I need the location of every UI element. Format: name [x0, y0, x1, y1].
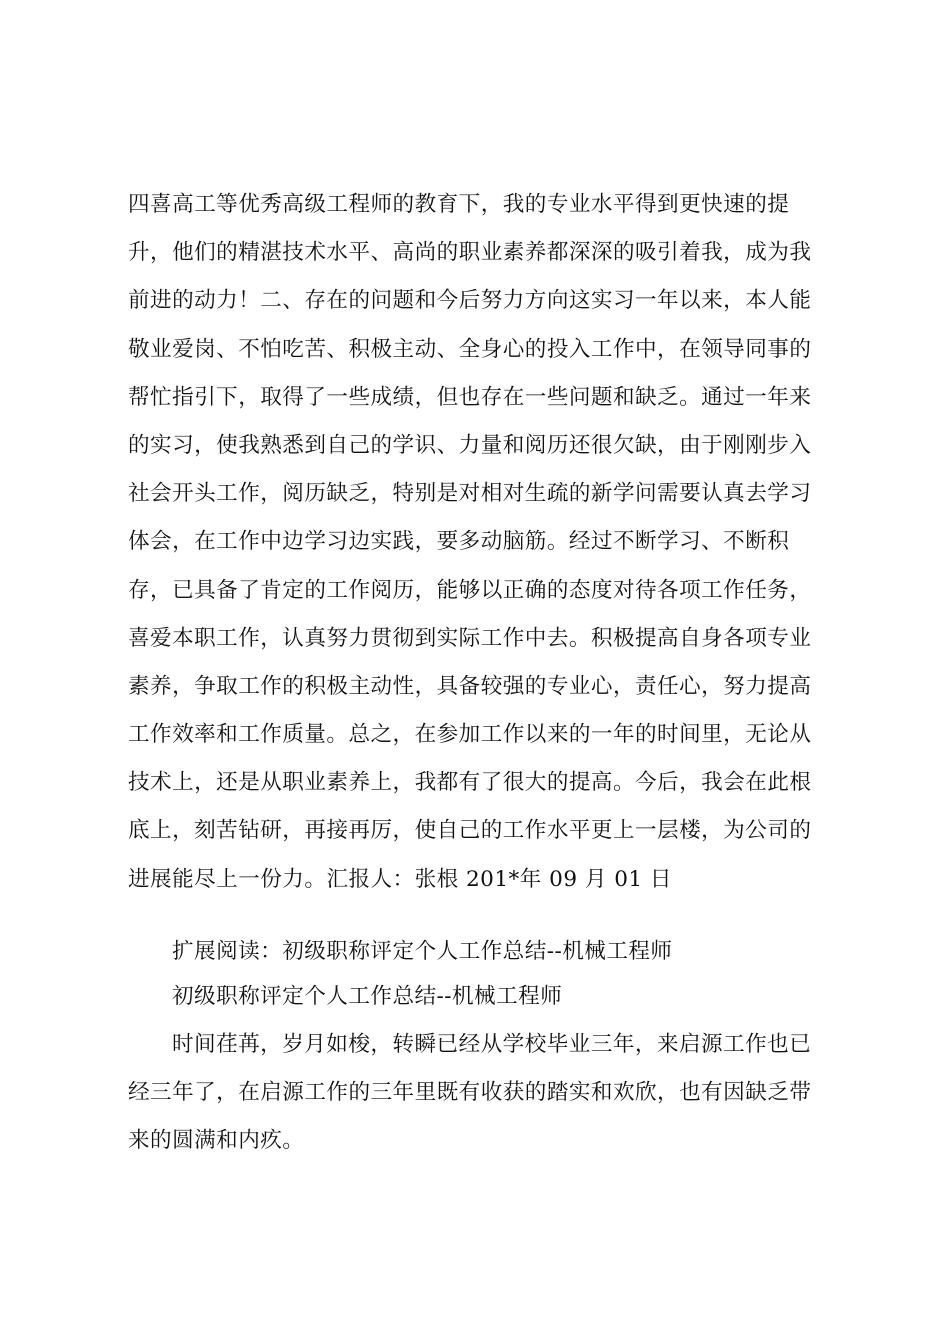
body-line: 社会开头工作，阅历缺乏，特别是对相对生疏的新学问需要认真去学习 [128, 481, 812, 507]
body-line: 前进的动力！二、存在的问题和今后努力方向这实习一年以来，本人能 [128, 288, 812, 314]
body-line: 工作效率和工作质量。总之，在参加工作以来的一年的时间里，无论从 [128, 722, 812, 748]
body-line: 存，已具备了肯定的工作阅历，能够以正确的态度对待各项工作任务， [128, 577, 812, 603]
extension-heading-text: 扩展阅读：初级职称评定个人工作总结--机械工程师 [172, 939, 673, 964]
final-paragraph [128, 1021, 834, 1166]
body-line: 帮忙指引下，取得了一些成绩，但也存在一些问题和缺乏。通过一年来 [128, 384, 812, 410]
sub-heading [128, 973, 834, 1021]
body-line: 升，他们的精湛技术水平、高尚的职业素养都深深的吸引着我，成为我 [128, 240, 812, 266]
body-line: 体会，在工作中边学习边实践，要多动脑筋。经过不断学习、不断积 [128, 529, 790, 555]
body-line: 四喜高工等优秀高级工程师的教育下，我的专业水平得到更快速的提 [128, 192, 790, 217]
extension-heading [128, 928, 834, 976]
body-line: 敬业爱岗、不怕吃苦、积极主动、全身心的投入工作中，在领导同事的 [128, 336, 812, 362]
body-line: 喜爱本职工作，认真努力贯彻到实际工作中去。积极提高自身各项专业 [128, 625, 812, 651]
final-line: 经三年了，在启源工作的三年里既有收获的踏实和欢欣，也有因缺乏带 [128, 1080, 812, 1106]
body-line: 技术上，还是从职业素养上，我都有了很大的提高。今后，我会在此根 [128, 770, 812, 796]
body-line: 素养，争取工作的积极主动性，具备较强的专业心，责任心，努力提高 [128, 673, 812, 699]
body-line: 的实习，使我熟悉到自己的学识、力量和阅历还很欠缺，由于刚刚步入 [128, 432, 812, 458]
body-paragraph [128, 181, 834, 904]
body-line: 进展能尽上一份力。汇报人：张根 201*年 09 月 01 日 [128, 866, 672, 892]
final-line: 时间荏苒，岁月如梭，转瞬已经从学校毕业三年，来启源工作也已 [172, 1032, 812, 1057]
sub-heading-text: 初级职称评定个人工作总结--机械工程师 [172, 984, 563, 1009]
final-line: 来的圆满和内疚。 [128, 1128, 305, 1154]
body-line: 底上，刻苦钻研，再接再厉，使自己的工作水平更上一层楼，为公司的 [128, 818, 812, 844]
